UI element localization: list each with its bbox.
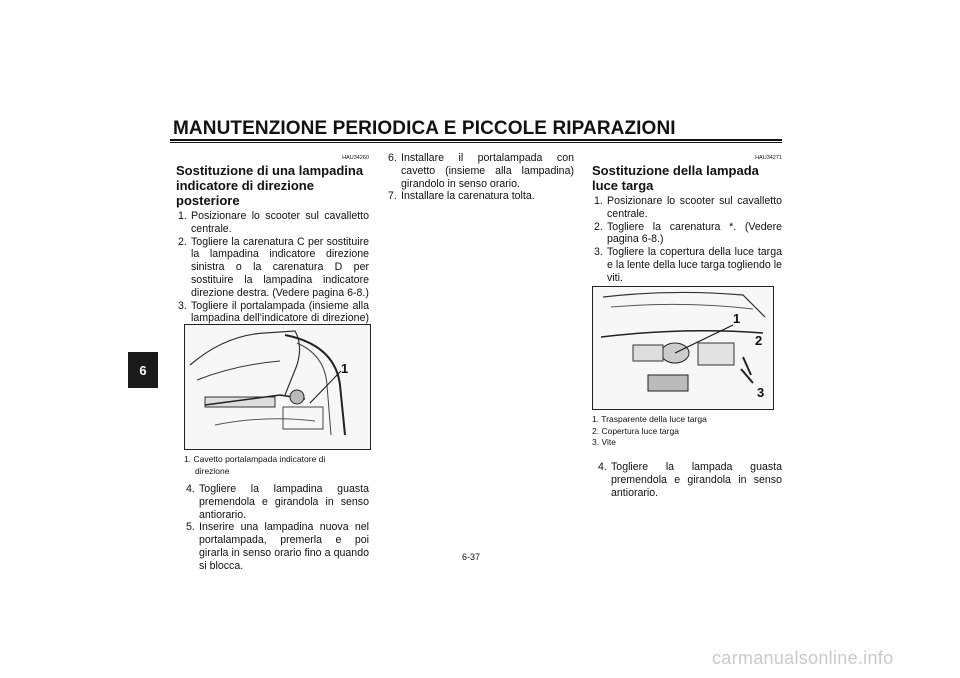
figure-callout-1: 1 (733, 311, 741, 326)
middle-column (386, 152, 574, 203)
figure-callout-1: 1 (341, 361, 349, 376)
right-captions (592, 410, 782, 449)
caption-line: 1. Cavetto portalampada indicatore di (184, 454, 326, 464)
caption-line: 3. Vite (592, 437, 616, 447)
turn-signal-illustration (185, 325, 370, 449)
figure-plate-light (592, 286, 774, 410)
list-item: 7. Installare la carenatura tolta. (388, 190, 535, 203)
left-caption (184, 450, 374, 477)
list-item: 6. Installare il portalampada con cavetto (insieme alla lampadina) girandolo in senso orario. (388, 152, 574, 190)
right-column (592, 154, 782, 285)
section-title-plate-light: Sostituzione della lampada luce targa (592, 163, 759, 193)
list-item: 2. Togliere la carenatura C per sostituire la lampadina indicatore direzione sinistra o la carenatura D per sostituire la lampadina indicatore direzione destra. (Vedere pagina 6-8.) (178, 235, 369, 299)
watermark: carmanualsonline.info (712, 648, 894, 668)
figure-callout-2: 2 (755, 333, 763, 348)
caption-line: 2. Copertura luce targa (592, 425, 679, 436)
right-column-continued (596, 461, 782, 499)
list-item: 5. Inserire una lampadina nuova nel portalampada, premerla e poi girarla in senso orario fino a quando si blocca. (186, 521, 369, 572)
list-item: 4. Togliere la lampada guasta premendola e girandola in senso antiorario. (598, 461, 782, 499)
page-number: 6-37 (462, 552, 481, 562)
section-code: HAU34260 (342, 155, 369, 161)
steps-list (184, 483, 369, 573)
list-item: 1. Posizionare lo scooter sul cavalletto centrale. (594, 195, 782, 220)
list-item: 3. Togliere la copertura della luce targa e la lente della luce targa togliendo le viti. (594, 246, 782, 284)
steps-list (176, 210, 369, 338)
section-code: HAU34271 (755, 155, 782, 161)
section-title-rear-indicator: Sostituzione di una lampadina indicatore di direzione posteriore (176, 163, 364, 208)
header-rule (170, 139, 782, 141)
left-column (176, 154, 369, 338)
figure-callout-3: 3 (757, 385, 765, 400)
caption-line: direzione (195, 465, 230, 476)
list-item: 4. Togliere la lampadina guasta premendola e girandola in senso antiorario. (186, 483, 369, 521)
left-column-continued (184, 483, 369, 573)
header-rule-thin (170, 142, 782, 143)
chapter-tab: 6 (128, 352, 158, 388)
list-item: 2. Togliere la carenatura *. (Vedere pagina 6-8.) (594, 220, 782, 246)
caption-line: 1. Trasparente della luce targa (592, 414, 707, 424)
list-item: 1. Posizionare lo scooter sul cavalletto centrale. (178, 210, 369, 235)
list-item: 3. Togliere il portalampada (insieme alla lampadina dell’indicatore di direzione) (178, 299, 369, 325)
steps-list (592, 195, 782, 285)
page-title: MANUTENZIONE PERIODICA E PICCOLE RIPARAZIONI (173, 118, 676, 139)
plate-light-illustration (593, 287, 773, 409)
steps-list (386, 152, 574, 203)
steps-list (596, 461, 782, 499)
figure-rear-indicator (184, 324, 371, 450)
